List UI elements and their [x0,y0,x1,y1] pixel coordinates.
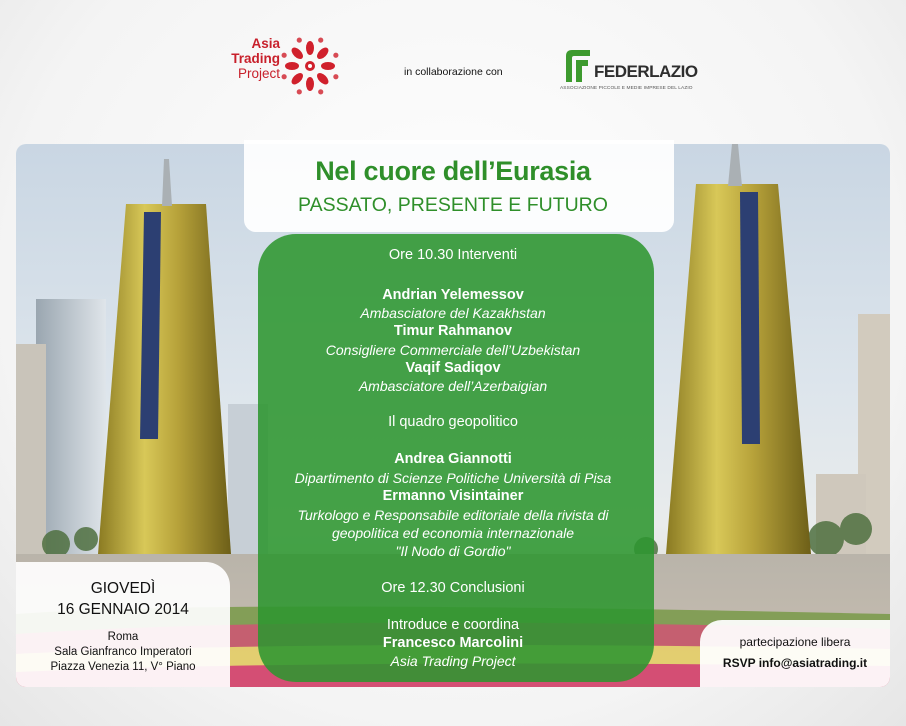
info-panel [700,620,890,687]
collaboration-text: in collaborazione con [404,66,503,78]
federlazio-logo [560,48,700,98]
closing-name: Francesco Marcolini [382,635,524,651]
speaker-name: Ermanno Visintainer [382,488,524,504]
event-day: GIOVEDÌ [90,580,156,597]
event-venue: Sala Gianfranco Imperatori [54,646,192,658]
federlazio-mark-icon [562,48,594,84]
ornament-flower-icon [278,34,342,98]
closing-intro: Introduce e coordina [386,617,520,633]
speaker-name: Andrea Giannotti [394,451,512,467]
federlazio-tagline: ASSOCIAZIONE PICCOLE E MEDIE IMPRESE DEL LAZIO [560,86,693,91]
speaker-role: Consigliere Commerciale dell’Uzbekistan [325,342,581,358]
event-city: Roma [107,631,139,643]
speaker-role: geopolitica ed economia internazionale [331,525,575,541]
section-interventi: Ore 10.30 Interventi [388,247,518,263]
logo-line-project: Project [237,66,280,81]
rsvp-contact: RSVP info@asiatrading.it [722,656,868,670]
section-conclusioni: Ore 12.30 Conclusioni [381,580,525,596]
event-address: Piazza Venezia 11, V° Piano [50,661,196,673]
logo-line-asia: Asia [251,36,280,51]
asia-trading-project-logo [222,34,342,100]
speaker-name: Vaqif Sadiqov [405,360,501,376]
event-title: Nel cuore dell’Eurasia [315,156,591,186]
logo-line-trading: Trading [231,51,280,66]
speaker-role: Ambasciatore dell’Azerbaigian [358,378,548,394]
entry-note: partecipazione libera [739,635,851,649]
speaker-name: Andrian Yelemessov [382,287,524,303]
speaker-role: Ambasciatore del Kazakhstan [360,305,546,321]
event-date: 16 GENNAIO 2014 [57,601,189,618]
speaker-role: Dipartimento di Scienze Politiche Università di Pisa [294,470,612,486]
federlazio-name: FEDERLAZIO [594,62,698,81]
speaker-role: Turkologo e Responsabile editoriale della rivista di [297,507,609,523]
speaker-role: "Il Nodo di Gordio" [395,543,511,559]
event-subtitle: PASSATO, PRESENTE E FUTURO [298,194,608,216]
closing-role: Asia Trading Project [390,653,516,669]
speaker-name: Timur Rahmanov [393,323,513,339]
section-geopolitica: Il quadro geopolitico [388,414,518,430]
